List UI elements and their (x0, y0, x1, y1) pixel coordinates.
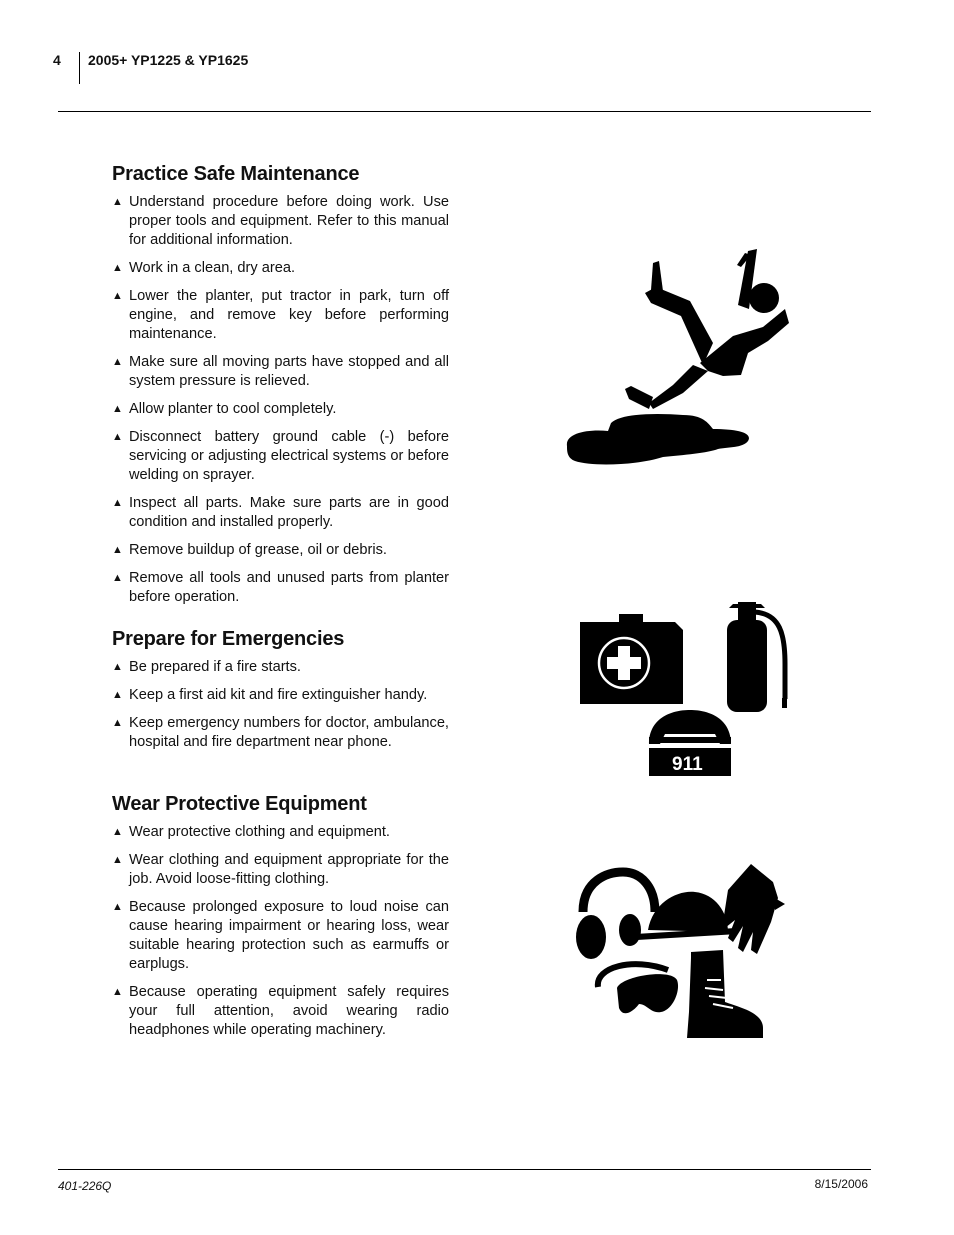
slipping-person-icon (563, 243, 795, 471)
header-divider (79, 52, 80, 84)
list-item: ▲ Allow planter to cool completely. (112, 401, 337, 417)
first-aid-kit-icon (580, 614, 683, 704)
triangle-bullet-icon: ▲ (112, 572, 123, 584)
list-item: ▲ Because operating equipment safely requires your full attention, avoid wearing radio headphones while operating machinery. (112, 984, 449, 1038)
list-item: ▲ Lower the planter, put tractor in park, turn off engine, and remove key before performing maintenance. (112, 288, 449, 342)
bullet-list (112, 823, 449, 1040)
triangle-bullet-icon: ▲ (112, 826, 123, 838)
boot-icon (687, 950, 763, 1038)
list-item: ▲ Be prepared if a fire starts. (112, 659, 301, 675)
triangle-bullet-icon: ▲ (112, 431, 123, 443)
list-item: ▲ Keep a first aid kit and fire extinguisher handy. (112, 687, 428, 703)
list-item: ▲ Remove buildup of grease, oil or debris. (112, 542, 387, 558)
ear-muffs-icon (576, 872, 655, 959)
document-title: 2005+ YP1225 & YP1625 (88, 52, 249, 68)
fire-extinguisher-icon (727, 602, 787, 712)
bullet-list (112, 658, 449, 752)
list-item: ▲ Disconnect battery ground cable (-) before servicing or adjusting electrical systems or before welding on sprayer. (112, 429, 449, 483)
triangle-bullet-icon: ▲ (112, 661, 123, 673)
triangle-bullet-icon: ▲ (112, 544, 123, 556)
section-prepare-emergencies (112, 626, 449, 761)
list-item: ▲ Inspect all parts. Make sure parts are in good condition and installed properly. (112, 495, 449, 530)
triangle-bullet-icon: ▲ (112, 196, 123, 208)
section-heading: Wear Protective Equipment (112, 793, 367, 815)
section-heading: Practice Safe Maintenance (112, 163, 360, 185)
bullet-list (112, 193, 449, 607)
top-rule (58, 111, 871, 112)
triangle-bullet-icon: ▲ (112, 986, 123, 998)
triangle-bullet-icon: ▲ (112, 262, 123, 274)
triangle-bullet-icon: ▲ (112, 717, 123, 729)
triangle-bullet-icon: ▲ (112, 403, 123, 415)
list-item: ▲ Make sure all moving parts have stopped and all system pressure is relieved. (112, 354, 449, 389)
section-protective-equipment (112, 791, 449, 1049)
triangle-bullet-icon: ▲ (112, 356, 123, 368)
list-item: ▲ Understand procedure before doing work. Use proper tools and equipment. Refer to this manual for additional information. (112, 194, 449, 248)
page-number: 4 (53, 52, 61, 68)
protective-equipment-illustration (573, 862, 789, 1042)
triangle-bullet-icon: ▲ (112, 497, 123, 509)
triangle-bullet-icon: ▲ (112, 689, 123, 701)
section-heading: Prepare for Emergencies (112, 628, 345, 650)
emergency-equipment-illustration (575, 594, 790, 779)
safety-goggles-icon (598, 964, 678, 1013)
gloves-icon (723, 864, 785, 954)
bottom-rule (58, 1169, 871, 1170)
document-number: 401-226Q (58, 1179, 112, 1193)
list-item: ▲ Work in a clean, dry area. (112, 260, 296, 276)
list-item: ▲ Wear protective clothing and equipment. (112, 824, 390, 840)
triangle-bullet-icon: ▲ (112, 290, 123, 302)
document-date: 8/15/2006 (814, 1177, 868, 1191)
telephone-icon (649, 710, 731, 776)
list-item: ▲ Because prolonged exposure to loud noise can cause hearing impairment or hearing loss, wear suitable hearing protection such as earmuffs or earplugs. (112, 899, 449, 972)
list-item: ▲ Keep emergency numbers for doctor, ambulance, hospital and fire department near phone. (112, 715, 449, 750)
list-item: ▲ Wear clothing and equipment appropriate for the job. Avoid loose-fitting clothing. (112, 852, 449, 887)
list-item: ▲ Remove all tools and unused parts from planter before operation. (112, 570, 449, 605)
emergency-number: 911 (672, 754, 703, 775)
triangle-bullet-icon: ▲ (112, 901, 123, 913)
triangle-bullet-icon: ▲ (112, 854, 123, 866)
section-safe-maintenance (112, 161, 449, 616)
